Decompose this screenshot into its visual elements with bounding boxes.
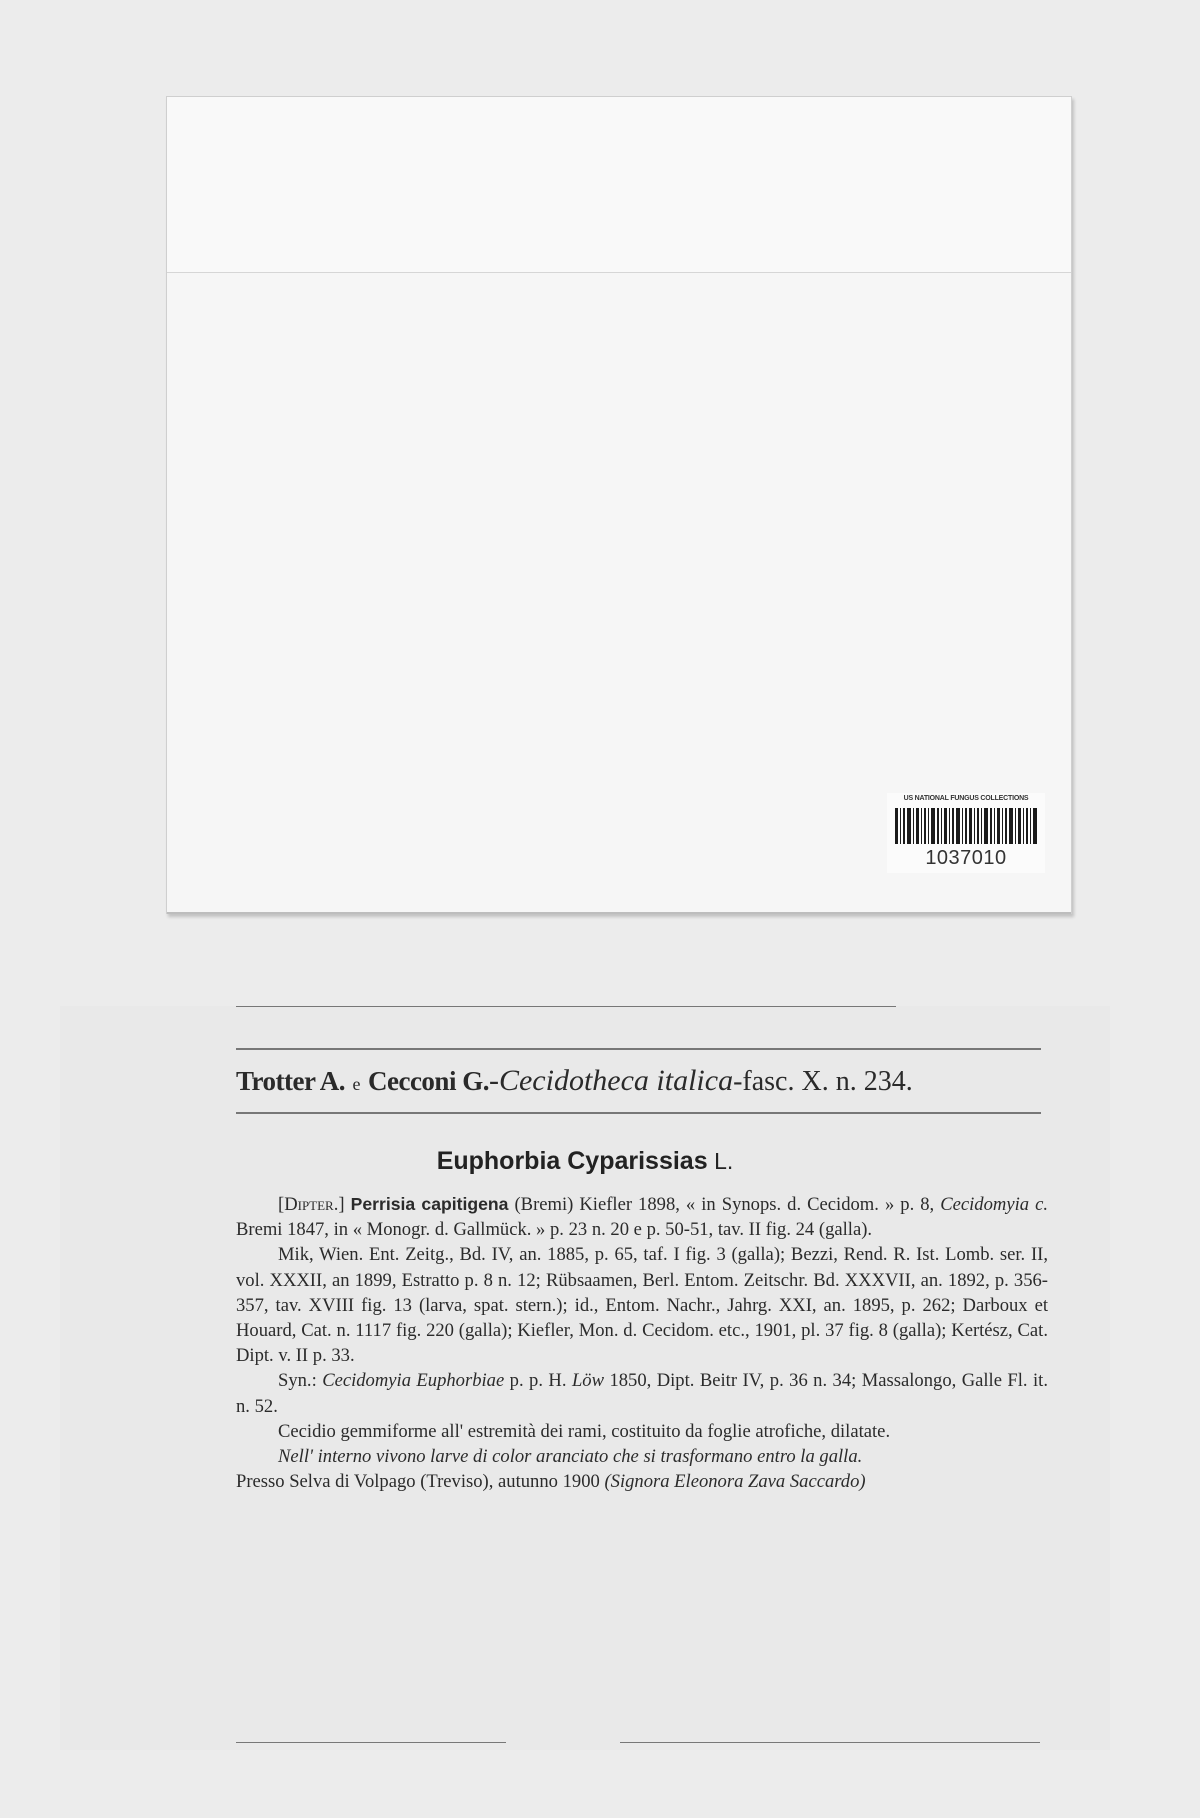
header-author-1: Trotter A.	[236, 1066, 345, 1096]
header-conjunction: e	[352, 1074, 361, 1094]
barcode-number: 1037010	[925, 847, 1007, 869]
paragraph-gall-maker	[236, 1192, 1048, 1242]
paragraph-larvae	[236, 1444, 1048, 1469]
header-fascicle: -fasc. X. n. 234.	[733, 1066, 913, 1097]
syn-author: Löw	[571, 1370, 604, 1392]
host-species: Euphorbia Cyparissias	[436, 1147, 708, 1175]
header-author-2: Cecconi G.	[367, 1066, 489, 1096]
citation-text-2: Bremi 1847, in « Monogr. d. Gallmück. » p. 23 n. 20 e p. 50-51, tav. II fig. 24 (galla).	[236, 1219, 873, 1241]
syn-name: Cecidomyia Euphorbiae	[322, 1370, 505, 1392]
envelope-bottom-edge	[167, 912, 1071, 914]
exsiccata-label	[60, 1006, 1110, 1750]
paragraph-references: Mik, Wien. Ent. Zeitg., Bd. IV, an. 1885, p. 65, taf. I fig. 3 (galla); Bezzi, Rend. R. Ist. Lomb. ser. II, vol. XXXII, an 1899, Estratto p. 8 n. 12; Rübsaamen, Berl. Entom. Zeitschr. Bd. XXXVII, an. 1892, p. 356-357, tav. XVIII fig. 13 (larva, spat. stern.); id., Entom. Nachr., Jahrg. XXI, an. 1895, p. 262; Darboux et Houard, Cat. n. 1117 fig. 220 (galla); Kiefler, Mon. d. Cecidom. etc., 1901, pl. 37 fig. 8 (galla); Kertész, Cat. Dipt. v. II p. 33.	[236, 1244, 1048, 1367]
syn-label: Syn.:	[278, 1370, 317, 1392]
header-dash: -	[488, 1064, 499, 1097]
label-body	[236, 1192, 1048, 1494]
collector: (Signora Eleonora Zava Saccardo)	[604, 1471, 866, 1493]
specimen-envelope	[166, 96, 1072, 914]
order-tag: [Dipter.]	[278, 1194, 345, 1215]
barcode-label	[887, 793, 1045, 873]
host-name	[60, 1146, 1110, 1176]
top-rule-1	[236, 1006, 896, 1007]
host-author: L.	[714, 1148, 734, 1174]
citation-text-1: (Bremi) Kiefler 1898, « in Synops. d. Cecidom. » p. 8,	[514, 1194, 935, 1215]
paragraph-locality	[236, 1469, 1048, 1494]
syn-text-2: 1850, Dipt. Beitr IV, p. 36 n. 34; Massalongo, Galle Fl. it. n. 52.	[236, 1370, 1048, 1417]
top-rule-2	[236, 1048, 1041, 1050]
barcode-bars	[895, 808, 1037, 844]
paragraph-gall-description: Cecidio gemmiforme all' estremità dei rami, costituito da foglie atrofiche, dilatate.	[278, 1420, 891, 1442]
synonym-italic: Cecidomyia c.	[940, 1194, 1048, 1215]
locality-text: Presso Selva di Volpago (Treviso), autunno 1900	[236, 1471, 600, 1493]
label-header	[236, 1064, 1046, 1098]
syn-text-1: p. p. H.	[509, 1370, 567, 1392]
larvae-note: Nell' interno vivono larve di color aranciato che si trasformano entro la galla.	[278, 1446, 863, 1468]
paragraph-synonymy	[236, 1368, 1048, 1418]
header-series: Cecidotheca italica	[498, 1064, 734, 1097]
envelope-flap	[167, 97, 1071, 273]
header-rule	[236, 1112, 1041, 1114]
bottom-rule-right	[620, 1742, 1040, 1743]
gall-species: Perrisia capitigena	[350, 1194, 509, 1214]
barcode-caption: US NATIONAL FUNGUS COLLECTIONS	[903, 795, 1029, 802]
bottom-rule-left	[236, 1742, 506, 1743]
